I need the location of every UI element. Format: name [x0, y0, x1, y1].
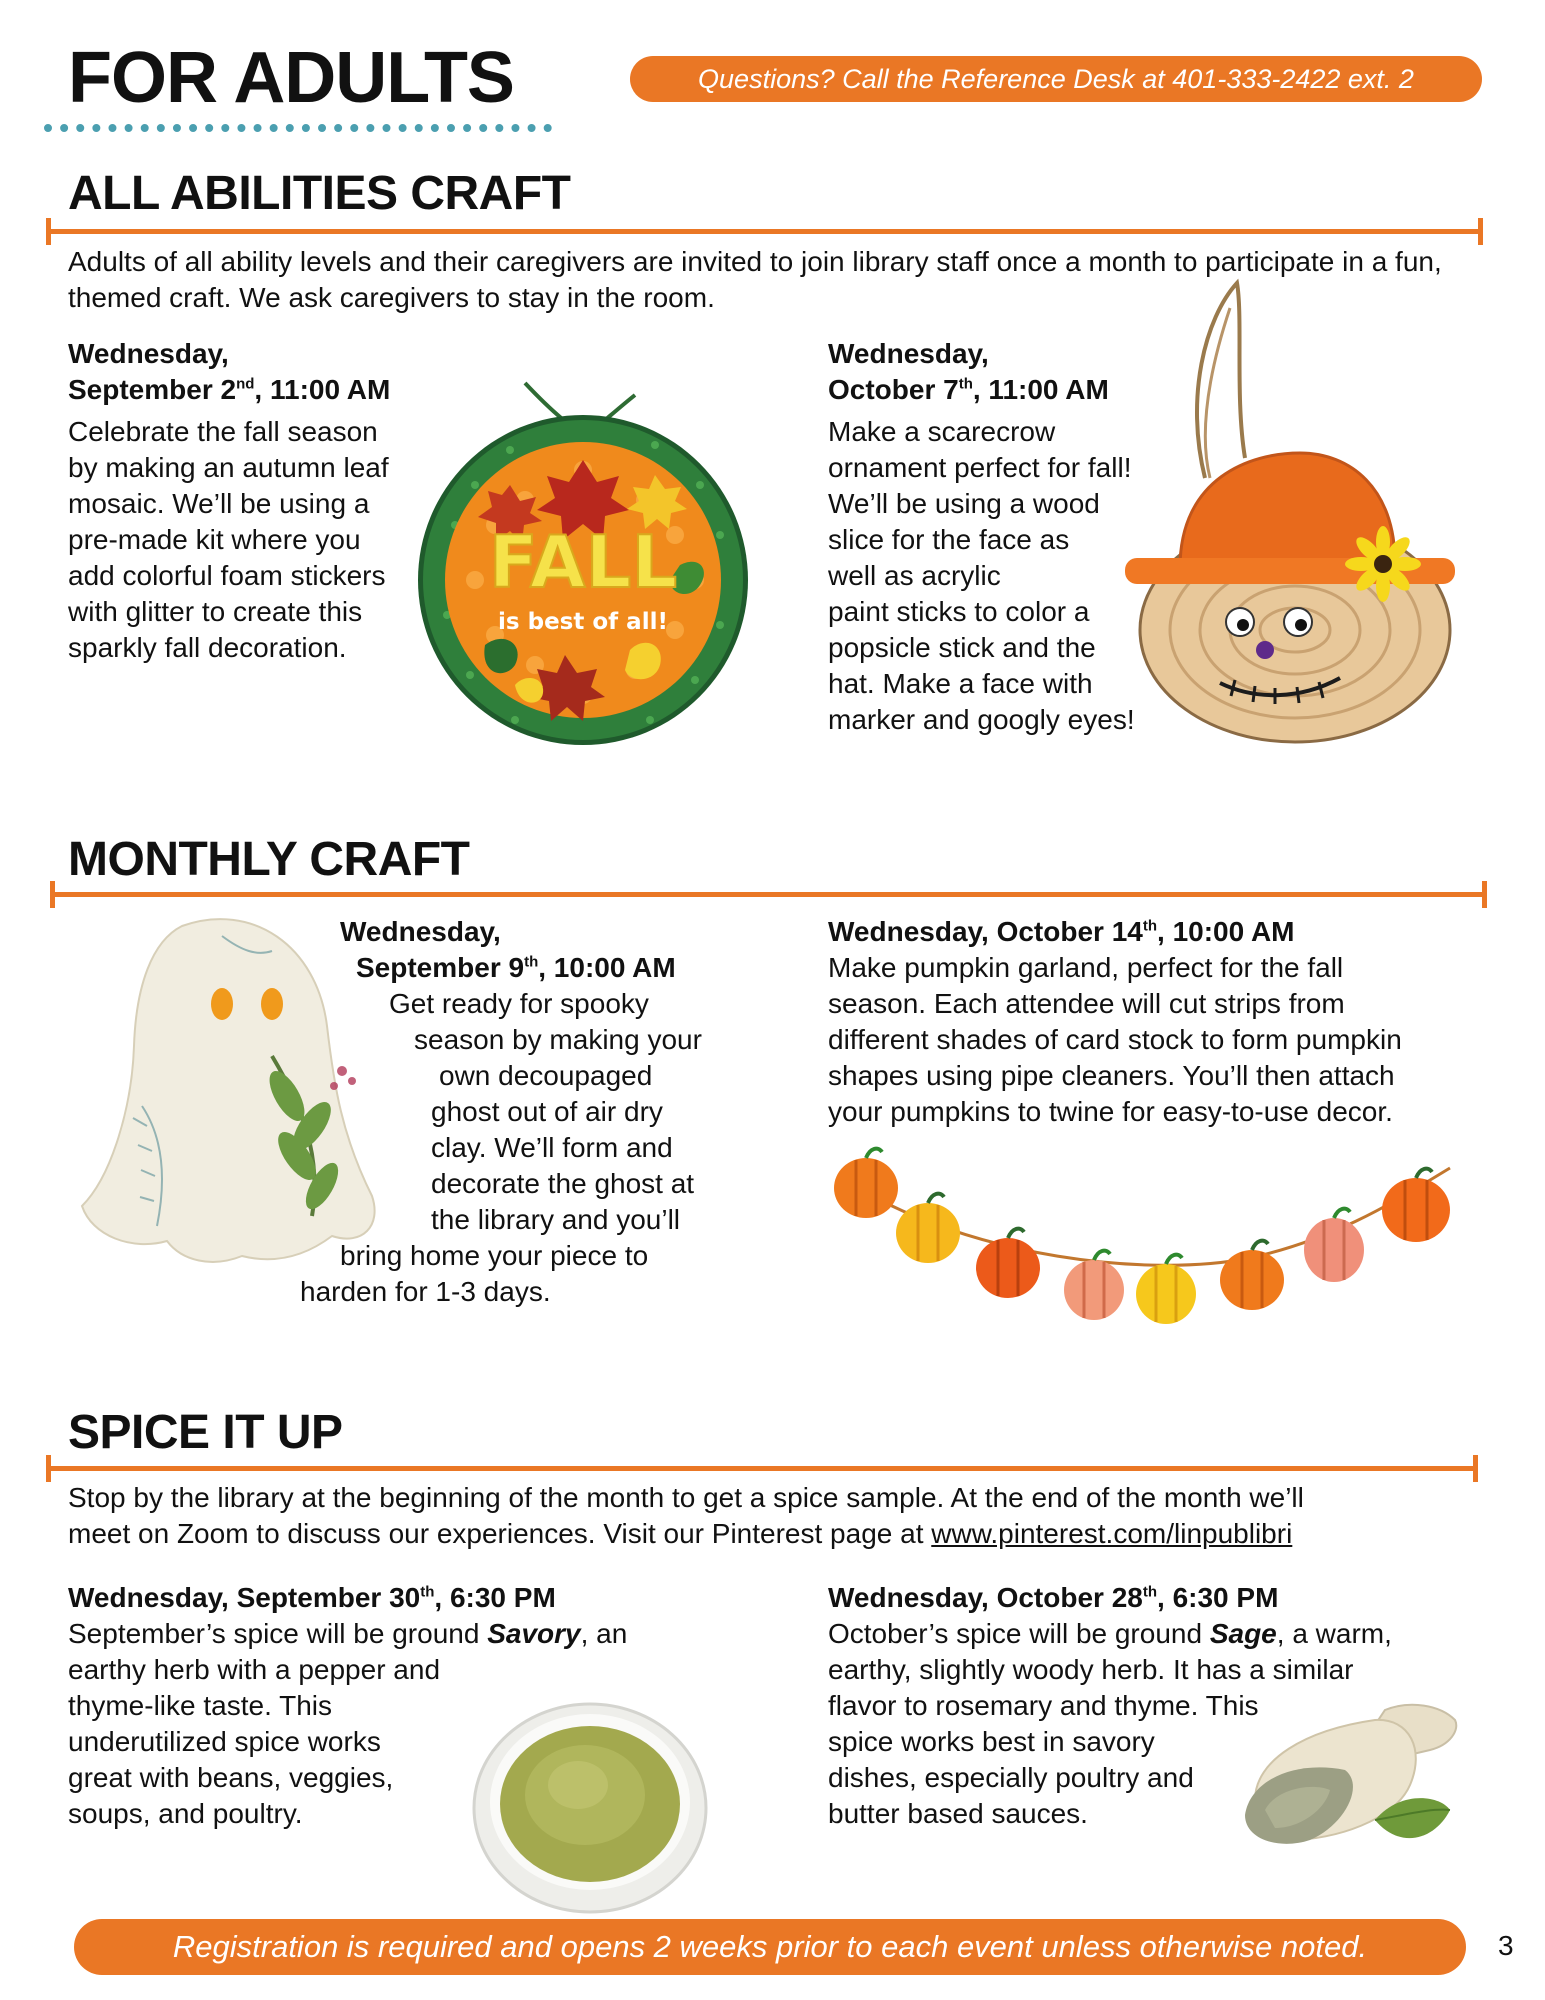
fall-mosaic-text-small: is best of all!: [498, 609, 668, 635]
pumpkin: [1304, 1209, 1364, 1282]
event-description-line: own decoupaged: [439, 1060, 653, 1091]
fall-mosaic-text-big: FALL: [488, 520, 678, 604]
event-date: Wednesday,: [340, 916, 501, 947]
event-description-line: Get ready for spooky: [389, 988, 649, 1019]
event-card-sep-2: [68, 336, 428, 666]
spice-it-up-rule: [46, 1466, 1478, 1471]
event-description: September’s spice will be ground Savory, an earthy herb with a pepper and thyme-like taste. This underutilized spice works great with beans, veggies, soups, and poultry.: [68, 1618, 628, 1829]
monthly-craft-title: MONTHLY CRAFT: [68, 833, 470, 886]
event-description: Make a scarecrow ornament perfect for fall! We’ll be using a wood slice for the face as well as acrylic paint sticks to color a popsicle stick and the hat. Make a face with marker and googly eyes!: [828, 416, 1135, 735]
reference-desk-banner: Questions? Call the Reference Desk at 401-333-2422 ext. 2: [630, 56, 1482, 102]
monthly-craft-rule: [50, 892, 1487, 897]
pumpkin: [1064, 1251, 1124, 1320]
all-abilities-rule: [46, 229, 1483, 234]
event-description-line: ghost out of air dry: [431, 1096, 663, 1127]
sage-spice-scoop-image: [1235, 1690, 1465, 1870]
event-date: Wednesday, September 30th, 6:30 PM: [68, 1582, 556, 1613]
event-description-line: clay. We’ll form and: [431, 1132, 673, 1163]
event-date: Wednesday, October 14th, 10:00 AM: [828, 916, 1295, 947]
title-dotted-divider: [44, 124, 552, 132]
pinterest-link[interactable]: www.pinterest.com/linpublibri: [931, 1518, 1293, 1549]
pumpkin: [1382, 1169, 1450, 1242]
event-description-line: the library and you’ll: [431, 1204, 681, 1235]
savory-spice-bowl-image: [470, 1690, 710, 1915]
all-abilities-intro: Adults of all ability levels and their caregivers are invited to join library staff once a month to participate in a fun, themed craft. We ask caregivers to stay in the room.: [68, 246, 1442, 313]
page-number: 3: [1498, 1930, 1514, 1961]
fall-mosaic-ornament-image: [415, 375, 750, 745]
page-title: FOR ADULTS: [68, 38, 514, 118]
event-description: October’s spice will be ground Sage, a warm, earthy, slightly woody herb. It has a similar flavor to rosemary and thyme. This spice works best in savory dishes, especially poultry and butter based sauces.: [828, 1618, 1392, 1829]
pumpkin: [896, 1194, 960, 1263]
event-description-line: harden for 1-3 days.: [300, 1276, 551, 1307]
event-date: Wednesday, October 28th, 6:30 PM: [828, 1582, 1279, 1613]
spice-intro: Stop by the library at the beginning of the month to get a spice sample. At the end of the month we’ll meet on Zoom to discuss our experiences. Visit our Pinterest page at www.pinterest.com/linpublibri: [68, 1482, 1304, 1549]
event-date: Wednesday, September 2nd, 11:00 AM: [68, 338, 391, 405]
pumpkin: [834, 1149, 898, 1218]
event-card-oct-14: [828, 914, 1478, 1130]
registration-banner: Registration is required and opens 2 weeks prior to each event unless otherwise noted.: [74, 1919, 1466, 1975]
pumpkin-garland-image: [820, 1128, 1460, 1348]
spice-it-up-title: SPICE IT UP: [68, 1406, 343, 1459]
event-description: Make pumpkin garland, perfect for the fall season. Each attendee will cut strips from different shades of card stock to form pumpkin shapes using pipe cleaners. You’ll then attach your pumpkins to twine for easy-to-use decor.: [828, 952, 1402, 1127]
event-description-line: decorate the ghost at: [431, 1168, 695, 1199]
event-description: Celebrate the fall season by making an autumn leaf mosaic. We’ll be using a pre-made kit where you add colorful foam stickers with glitter to create this sparkly fall decoration.: [68, 416, 389, 663]
event-description-line: bring home your piece to: [340, 1240, 649, 1271]
event-date-line2: September 9th, 10:00 AM: [356, 952, 676, 983]
decoupaged-ghost-image: [72, 906, 392, 1276]
event-description-line: season by making your: [414, 1024, 702, 1055]
event-date: Wednesday, October 7th, 11:00 AM: [828, 338, 1109, 405]
all-abilities-title: ALL ABILITIES CRAFT: [68, 167, 571, 220]
scarecrow-ornament-image: [1125, 278, 1465, 758]
